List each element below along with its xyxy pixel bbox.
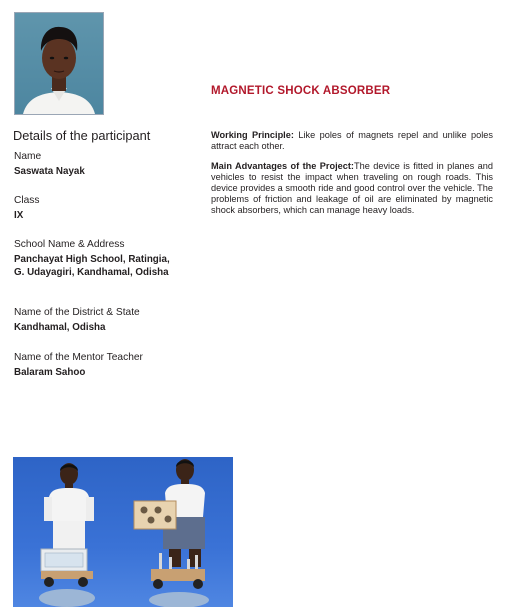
school-value <box>14 253 170 279</box>
project-model-photo <box>13 457 233 607</box>
working-principle-label: Working Principle: <box>211 130 294 140</box>
participant-portrait-photo <box>14 12 104 115</box>
school-line-2: G. Udayagiri, Kandhamal, Odisha <box>14 267 169 278</box>
main-advantages-label: Main Advantages of the Project: <box>211 161 354 171</box>
participant-details-heading: Details of the participant <box>13 128 151 143</box>
district-value: Kandhamal, Odisha <box>14 322 106 333</box>
main-advantages-paragraph <box>211 161 493 216</box>
working-principle-text: Like poles of magnets repel and unlike poles attract each other. <box>211 130 493 151</box>
portrait-illustration <box>15 13 103 114</box>
project-photo-illustration <box>13 457 233 607</box>
working-principle-paragraph <box>211 130 493 152</box>
school-line-1: Panchayat High School, Ratingia, <box>14 254 170 265</box>
main-advantages-text: The device is fitted in planes and vehicles to resist the impact when traveling on rough roads. This device provides a smooth ride and good control over the vehicle. The problems of friction and leakage of oil are eliminated by magnetic shock absorbers, which can manage heavy loads. <box>211 161 493 215</box>
mentor-label: Name of the Mentor Teacher <box>14 352 143 363</box>
name-value: Saswata Nayak <box>14 166 85 177</box>
class-value: IX <box>14 210 24 221</box>
name-label: Name <box>14 151 42 162</box>
project-title: MAGNETIC SHOCK ABSORBER <box>211 85 391 97</box>
mentor-value: Balaram Sahoo <box>14 367 86 378</box>
school-label: School Name & Address <box>14 239 125 250</box>
class-label: Class <box>14 195 40 206</box>
district-label: Name of the District & State <box>14 307 140 318</box>
